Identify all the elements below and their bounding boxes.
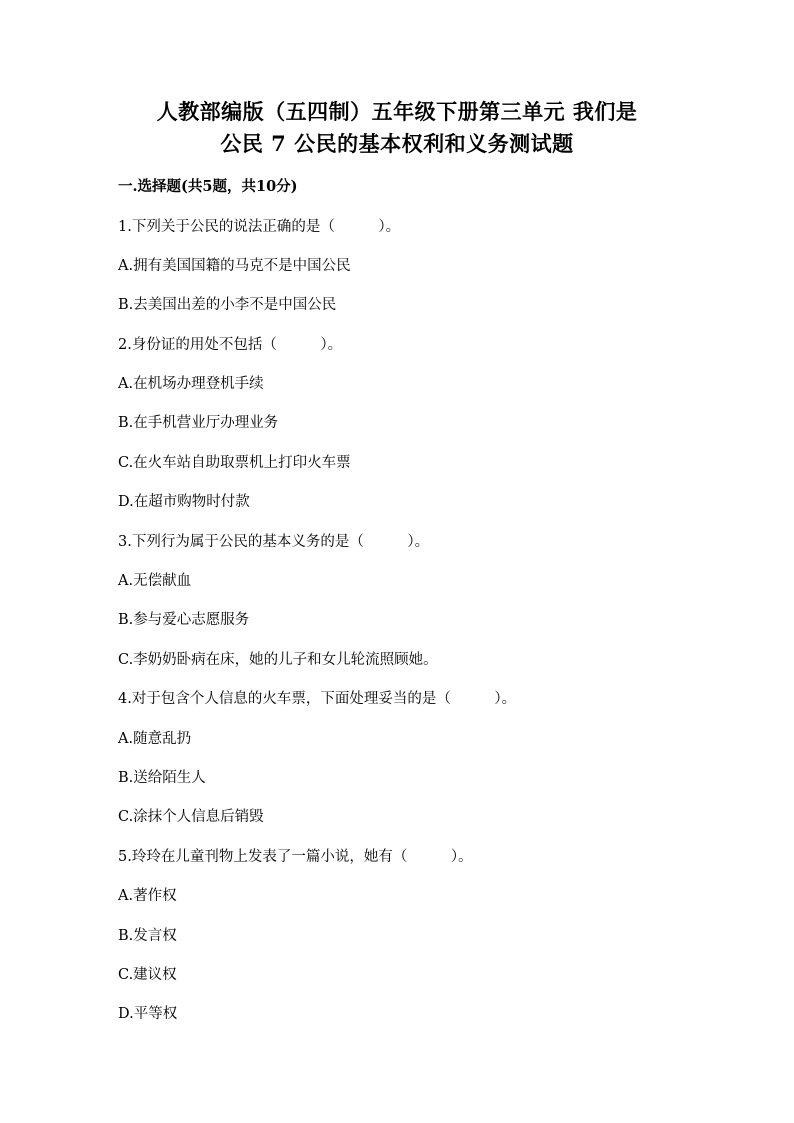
question-2-option-a: A.在机场办理登机手续 (118, 376, 264, 392)
question-5-option-a: A.著作权 (118, 888, 177, 904)
question-4-option-c: C.涂抹个人信息后销毁 (118, 809, 264, 825)
question-5-option-d: D.平等权 (118, 1006, 178, 1022)
question-1-option-b: B.去美国出差的小李不是中国公民 (118, 297, 337, 313)
section-heading: 一.选择题(共5题，共10分) (118, 178, 298, 195)
question-3-option-b: B.参与爱心志愿服务 (118, 612, 250, 628)
question-4-option-a: A.随意乱扔 (118, 731, 192, 747)
question-5-option-c: C.建议权 (118, 967, 177, 983)
question-3-stem: 3.下列行为属于公民的基本义务的是（ ）。 (118, 534, 430, 550)
question-3-option-c: C.李奶奶卧病在床，她的儿子和女儿轮流照顾她。 (118, 652, 438, 668)
document-title-line-1: 人教部编版（五四制）五年级下册第三单元 我们是 (156, 99, 638, 124)
question-5-stem: 5.玲玲在儿童刊物上发表了一篇小说，她有（ ）。 (118, 849, 473, 865)
question-4-stem: 4.对于包含个人信息的火车票，下面处理妥当的是（ ）。 (118, 691, 517, 707)
question-1-option-a: A.拥有美国国籍的马克不是中国公民 (118, 258, 351, 274)
question-4-option-b: B.送给陌生人 (118, 770, 206, 786)
question-2-option-c: C.在火车站自助取票机上打印火车票 (118, 455, 351, 471)
document-title-line-2: 公民 7 公民的基本权利和义务测试题 (220, 131, 574, 156)
question-1-stem: 1.下列关于公民的说法正确的是（ ）。 (118, 219, 401, 235)
question-2-option-d: D.在超市购物时付款 (118, 494, 250, 510)
question-5-option-b: B.发言权 (118, 928, 177, 944)
question-3-option-a: A.无偿献血 (118, 573, 192, 589)
question-2-stem: 2.身份证的用处不包括（ ）。 (118, 337, 343, 353)
question-2-option-b: B.在手机营业厅办理业务 (118, 415, 279, 431)
